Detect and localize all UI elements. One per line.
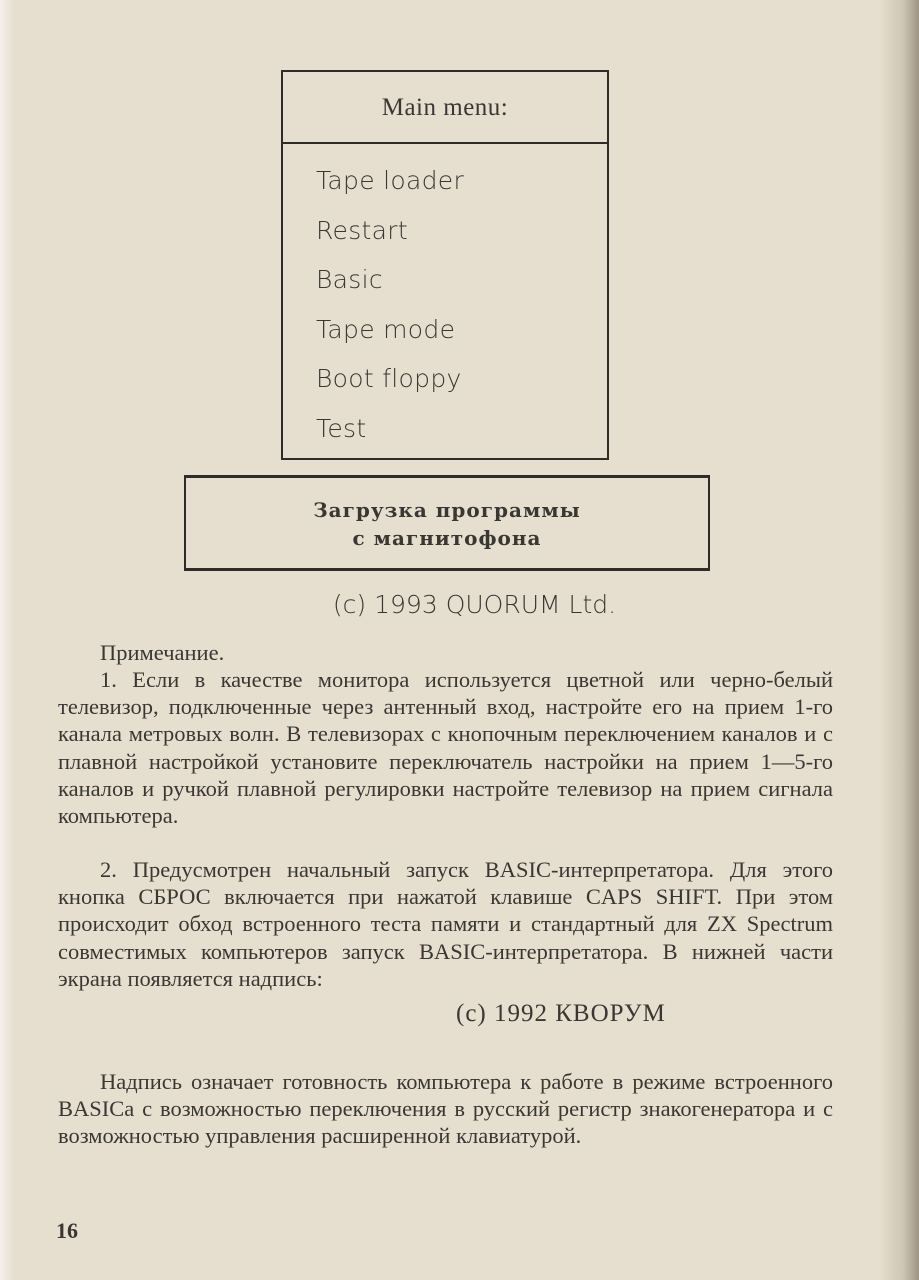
menu-item-tape-loader: Tape loader — [316, 166, 465, 195]
note-paragraph-2: 2. Предусмотрен начальный запуск BASIC-интерпретатора. Для этого кнопка СБРОС включается при нажатой клавише CAPS SHIFT. При этом происходит обход встроенного теста памяти и стандартный для ZX Spectrum совместимых компьютеров запуск BASIC-интерпретатора. В нижней части экрана появляется надпись: — [58, 857, 833, 991]
status-message-box — [184, 475, 710, 571]
page-edge-left — [0, 0, 14, 1280]
status-line-2: с магнитофона — [352, 526, 542, 550]
page-edge-right — [879, 0, 919, 1280]
page-number: 16 — [56, 1218, 78, 1243]
status-message — [186, 496, 708, 552]
menu-item-restart: Restart — [316, 215, 408, 245]
note-title: Примечание. — [100, 640, 225, 665]
boot-signature: (c) 1992 КВОРУМ — [456, 1000, 666, 1027]
main-menu-list — [316, 164, 597, 461]
menu-item-boot-floppy: Boot floppy — [316, 364, 462, 393]
menu-item-tape-mode: Tape mode — [316, 314, 456, 344]
main-menu-screen — [281, 70, 609, 460]
menu-divider — [283, 142, 607, 144]
menu-item-basic: Basic — [316, 265, 383, 294]
main-menu-title: Main menu: — [381, 94, 509, 121]
note-paragraph-3: Надпись означает готовность компьютера к работе в режиме встроенного BASICa с возможностью переключения в русский регистр знакогенератора и с возможностью управления расширенной клавиатурой. — [58, 1069, 833, 1149]
status-line-1: Загрузка программы — [313, 498, 581, 522]
menu-item-test: Test — [316, 413, 367, 443]
note-paragraph-1: 1. Если в качестве монитора используется цветной или черно-белый телевизор, подключенные через антенный вход, настройте его на прием 1-го канала метровых волн. В телевизорах с кнопочным переключением каналов и с плавной настройкой установите переключатель настройки на прием 1—5-го каналов и ручкой плавной регулировки настройте телевизор на прием сигнала компьютера. — [58, 667, 833, 829]
copyright-line: (c) 1993 QUORUM Ltd. — [332, 590, 617, 619]
